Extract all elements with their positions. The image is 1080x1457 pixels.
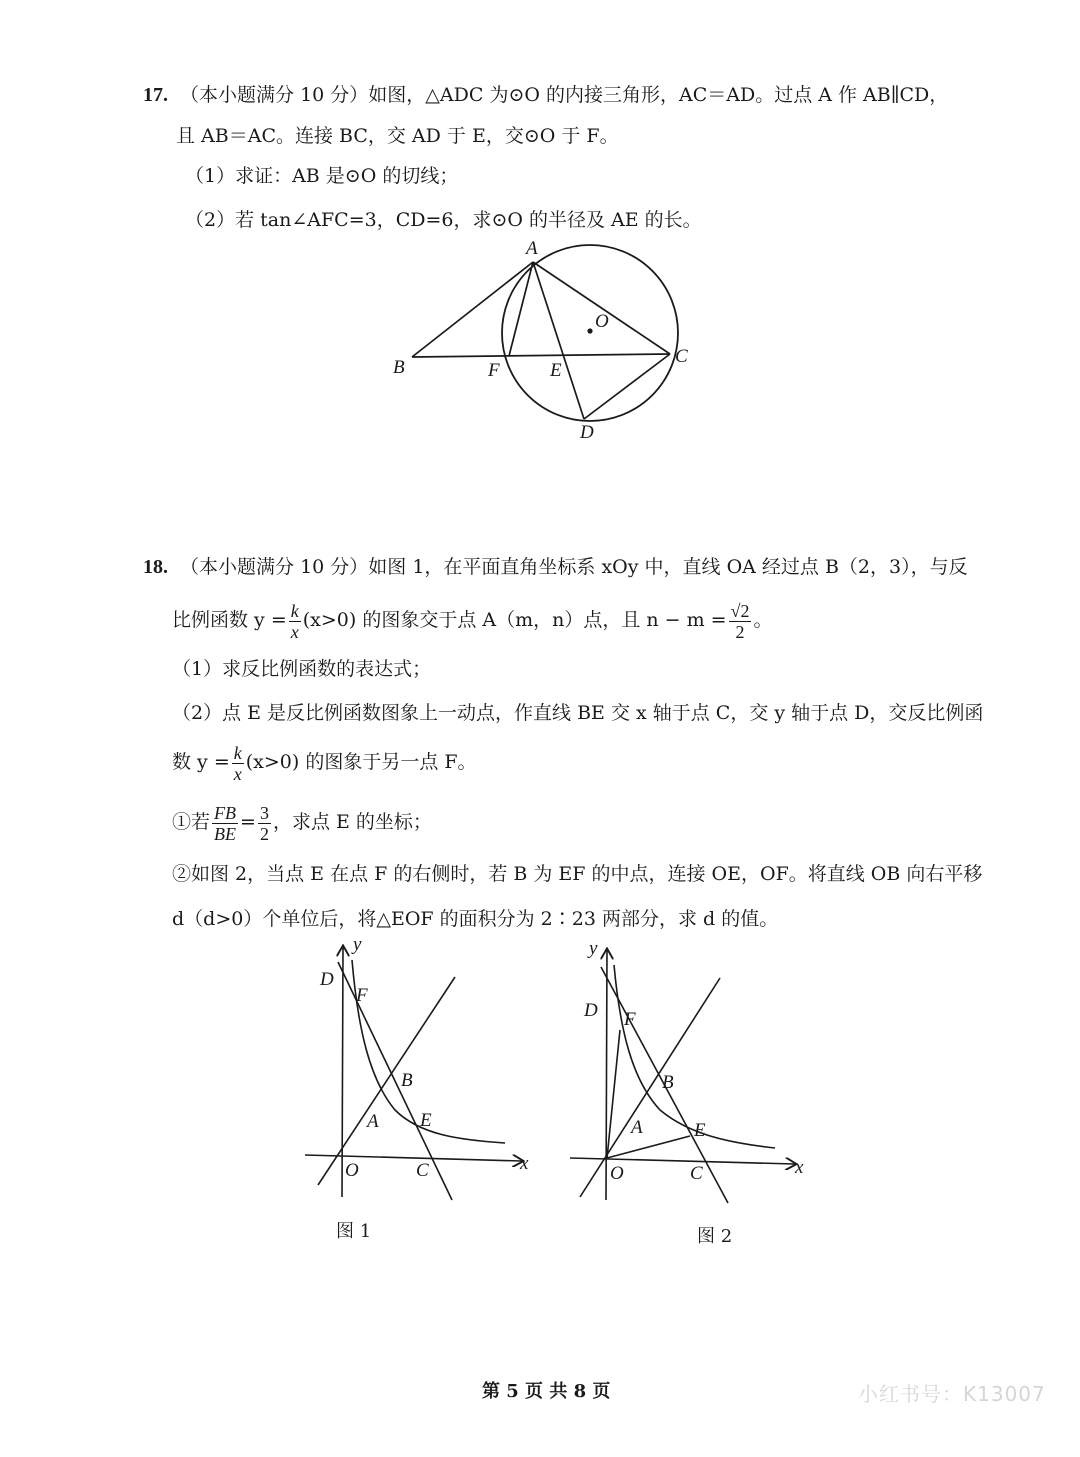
fig1-label-B: B bbox=[401, 1070, 413, 1091]
q17-label-B: B bbox=[393, 357, 405, 378]
q18-frac-fb: FB bbox=[214, 802, 237, 823]
fig2-segment-OE bbox=[607, 1136, 690, 1158]
q17-part1: （1）求证：AB 是⊙O 的切线； bbox=[185, 165, 459, 187]
q18-number: 18. bbox=[143, 556, 168, 578]
q18-sub2-line2: d（d>0）个单位后，将△EOF 的面积分为 2∶23 两部分，求 d 的值。 bbox=[172, 908, 779, 930]
q18-line2-end: 。 bbox=[753, 609, 773, 631]
q18-part2-line1: （2）点 E 是反比例函数图象上一动点，作直线 BE 交 x 轴于点 C，交 y 轴于点 D，交反比例函 bbox=[172, 702, 984, 724]
q18-frac-x: x bbox=[290, 621, 299, 642]
fig1-label-E: E bbox=[420, 1110, 432, 1131]
q18-sub1: ①若 $\frac{FB}{BE}$ = $\frac{3}{2}$ ，求点 E 的坐标； bbox=[172, 802, 432, 844]
q18-sub1-pre: ①若 bbox=[172, 811, 211, 833]
fig2-label-D: D bbox=[584, 1000, 598, 1021]
q18-part2-line2-end: (x>0) 的图象于另一点 F。 bbox=[245, 751, 477, 773]
fig2-caption: 图 2 bbox=[697, 1226, 733, 1247]
fig1-label-x: x bbox=[520, 1153, 529, 1174]
q17-label-O: O bbox=[595, 311, 609, 332]
q18-frac-two: 2 bbox=[735, 621, 745, 642]
fig1-label-O: O bbox=[345, 1160, 359, 1181]
fig1-label-y: y bbox=[353, 934, 362, 955]
q17-part2: （2）若 tan∠AFC=3，CD=6，求⊙O 的半径及 AE 的长。 bbox=[185, 209, 702, 231]
fig2-label-A: A bbox=[631, 1117, 643, 1138]
q18-frac-k: k bbox=[290, 600, 299, 621]
q17-label-A: A bbox=[526, 238, 538, 259]
fig2-label-x: x bbox=[795, 1157, 804, 1178]
q18-frac2-x: x bbox=[233, 763, 242, 784]
fig2-y-axis bbox=[606, 950, 607, 1200]
q18-frac-sub1-two: 2 bbox=[259, 823, 269, 844]
fig1-label-F: F bbox=[356, 985, 368, 1006]
q17-label-C: C bbox=[675, 346, 688, 367]
fig1-label-A: A bbox=[367, 1111, 379, 1132]
q18-frac-be: BE bbox=[214, 823, 237, 844]
q18-sub2-line1: ②如图 2，当点 E 在点 F 的右侧时，若 B 为 EF 的中点，连接 OE，OF。将直线 OB 向右平移 bbox=[172, 863, 983, 885]
q17-label-F: F bbox=[488, 360, 500, 381]
fig1-label-C: C bbox=[416, 1160, 429, 1181]
q17-label-D: D bbox=[580, 422, 594, 443]
fig2-label-B: B bbox=[662, 1072, 674, 1093]
q18-frac2-k: k bbox=[233, 742, 242, 763]
q18-part2-line2-pre: 数 y = bbox=[172, 751, 230, 773]
fig2-label-C: C bbox=[690, 1163, 703, 1184]
q17-text-line1: （本小题满分 10 分）如图，△ADC 为⊙O 的内接三角形，AC＝AD。过点 A 作 AB∥CD， bbox=[180, 84, 949, 106]
q18-frac-sqrt2: √2 bbox=[730, 600, 750, 621]
fig1-caption: 图 1 bbox=[336, 1221, 372, 1242]
q18-sub1-end: ，求点 E 的坐标； bbox=[272, 811, 432, 833]
fig2-label-E: E bbox=[694, 1120, 706, 1141]
q18-line2-pre: 比例函数 y = bbox=[172, 609, 287, 631]
q18-text-line1: （本小题满分 10 分）如图 1，在平面直角坐标系 xOy 中，直线 OA 经过点 B（2，3），与反 bbox=[180, 556, 968, 578]
q18-frac-three: 3 bbox=[259, 802, 269, 823]
fig2-label-F: F bbox=[624, 1009, 636, 1030]
fig1-label-D: D bbox=[320, 969, 334, 990]
q18-line2-mid: (x>0) 的图象交于点 A（m，n）点，且 n − m = bbox=[302, 609, 727, 631]
q17-line2: 且 AB＝AC。连接 BC，交 AD 于 E，交⊙O 于 F。 bbox=[176, 125, 619, 147]
fig2-label-y: y bbox=[589, 938, 598, 959]
fig2-label-O: O bbox=[610, 1163, 624, 1184]
q18-part1: （1）求反比例函数的表达式； bbox=[172, 658, 432, 680]
q17-label-E: E bbox=[550, 360, 562, 381]
watermark-text: 小红书号：K13007 bbox=[858, 1382, 1046, 1406]
q17-number: 17. bbox=[143, 84, 168, 106]
page-footer: 第 5 页 共 8 页 bbox=[482, 1381, 611, 1402]
